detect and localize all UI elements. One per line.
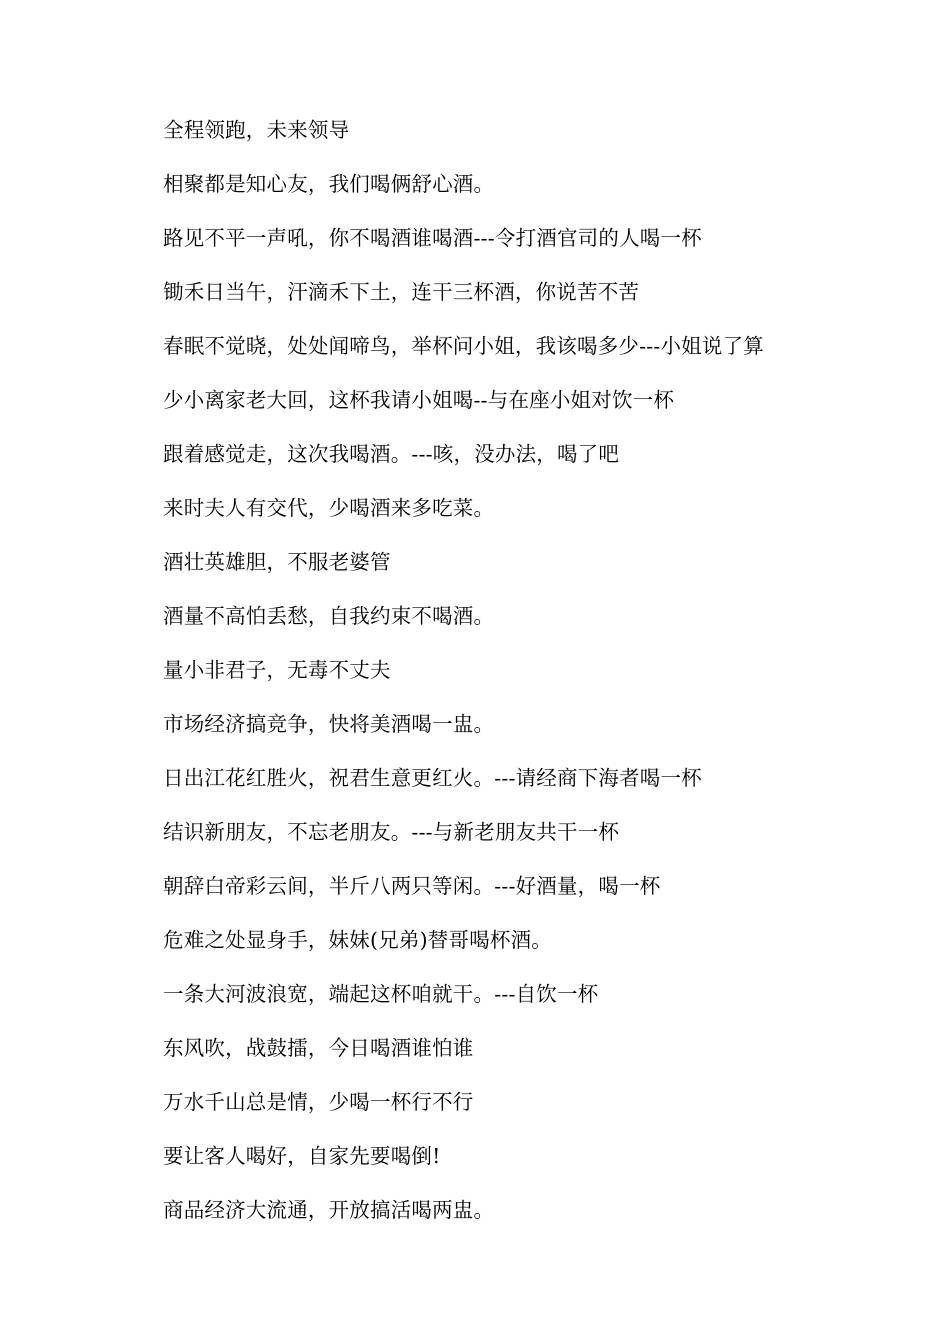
text-line-4: 锄禾日当午，汗滴禾下土，连干三杯酒，你说苦不苦 <box>163 280 640 304</box>
text-line-7: 跟着感觉走，这次我喝酒。---咳，没办法，喝了吧 <box>163 442 620 466</box>
text-line-14: 结识新朋友，不忘老朋友。---与新老朋友共干一杯 <box>163 820 620 844</box>
text-line-16: 危难之处显身手，妹妹(兄弟)替哥喝杯酒。 <box>163 928 552 952</box>
text-line-21: 商品经济大流通，开放搞活喝两盅。 <box>163 1198 495 1222</box>
text-line-20: 要让客人喝好，自家先要喝倒! <box>163 1144 441 1168</box>
text-line-13: 日出江花红胜火，祝君生意更红火。---请经商下海者喝一杯 <box>163 766 702 790</box>
text-line-15: 朝辞白帝彩云间，半斤八两只等闲。---好酒量，喝一杯 <box>163 874 661 898</box>
text-line-6: 少小离家老大回，这杯我请小姐喝--与在座小姐对饮一杯 <box>163 388 675 412</box>
text-line-12: 市场经济搞竞争，快将美酒喝一盅。 <box>163 712 495 736</box>
text-line-11: 量小非君子，无毒不丈夫 <box>163 658 391 682</box>
text-line-17: 一条大河波浪宽，端起这杯咱就干。---自饮一杯 <box>163 982 599 1006</box>
text-line-3: 路见不平一声吼，你不喝酒谁喝酒---令打酒官司的人喝一杯 <box>163 226 702 250</box>
text-line-19: 万水千山总是情，少喝一杯行不行 <box>163 1090 474 1114</box>
text-line-2: 相聚都是知心友，我们喝俩舒心酒。 <box>163 172 495 196</box>
text-line-8: 来时夫人有交代，少喝酒来多吃菜。 <box>163 496 495 520</box>
text-line-9: 酒壮英雄胆，不服老婆管 <box>163 550 391 574</box>
text-line-10: 酒量不高怕丢愁，自我约束不喝酒。 <box>163 604 495 628</box>
text-line-18: 东风吹，战鼓擂，今日喝酒谁怕谁 <box>163 1036 474 1060</box>
text-line-1: 全程领跑，未来领导 <box>163 118 350 142</box>
document-body <box>163 113 903 1247</box>
text-line-5: 春眠不觉晓，处处闻啼鸟，举杯问小姐，我该喝多少---小姐说了算 <box>163 334 764 358</box>
